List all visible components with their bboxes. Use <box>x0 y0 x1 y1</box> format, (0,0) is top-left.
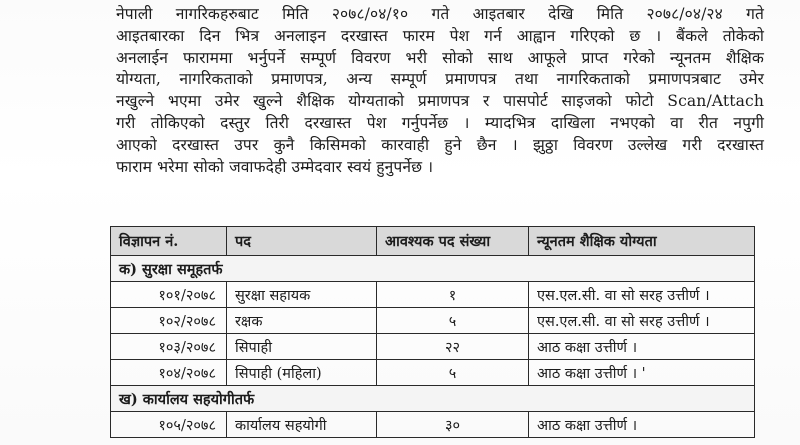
group-row <box>111 256 755 282</box>
cell-qualification: आठ कक्षा उत्तीर्ण । <box>529 412 755 438</box>
notice-paragraph <box>116 4 764 178</box>
cell-count: ५ <box>377 360 529 386</box>
header-ad-no: विज्ञापन नं. <box>111 227 227 256</box>
cell-ad-no: १०३/२०७८ <box>111 334 227 360</box>
cell-count: ३० <box>377 412 529 438</box>
cell-post: कार्यालय सहयोगी <box>227 412 377 438</box>
cell-post: सिपाही <box>227 334 377 360</box>
cell-count: २२ <box>377 334 529 360</box>
cell-qualification: एस.एल.सी. वा सो सरह उत्तीर्ण । <box>529 282 755 308</box>
cell-ad-no: १०४/२०७८ <box>111 360 227 386</box>
header-min-qualification: न्यूनतम शैक्षिक योग्यता <box>529 227 755 256</box>
table-row <box>111 308 755 334</box>
cell-post: सुरक्षा सहायक <box>227 282 377 308</box>
cell-count: ५ <box>377 308 529 334</box>
paragraph-line: फाराम भरेमा सोको जवाफदेही उम्मेदवार स्वयं हुनुपर्नेछ । <box>116 157 434 176</box>
group-row <box>111 386 755 412</box>
paragraph-line: गरी तोकिएको दस्तुर तिरी दरखास्त पेश गर्नुपर्नेछ । म्यादभित्र दाखिला नभएको वा रीत नपुगी <box>116 113 764 132</box>
cell-ad-no: १०१/२०७८ <box>111 282 227 308</box>
cell-qualification: आठ कक्षा उत्तीर्ण । <box>529 334 755 360</box>
paragraph-line: आइतबारका दिन भित्र अनलाइन दरखास्त फारम पेश गर्न आह्वान गरिएको छ । बैंकले तोकेको <box>116 26 764 45</box>
cell-qualification: एस.एल.सी. वा सो सरह उत्तीर्ण । <box>529 308 755 334</box>
vacancy-table <box>110 226 755 438</box>
cell-ad-no: १०२/२०७८ <box>111 308 227 334</box>
header-required-count: आवश्यक पद संख्या <box>377 227 529 256</box>
cell-ad-no: १०५/२०७८ <box>111 412 227 438</box>
header-post: पद <box>227 227 377 256</box>
cell-post: सिपाही (महिला) <box>227 360 377 386</box>
paragraph-line: नेपाली नागरिकहरुबाट मिति २०७८/०४/१० गते आइतबार देखि मिति २०७८/०४/२४ गते <box>116 5 764 23</box>
table-row <box>111 360 755 386</box>
cell-count: १ <box>377 282 529 308</box>
paragraph-line: आएको दरखास्त उपर कुनै किसिमको कारवाही हुने छैन । झुठ्ठा विवरण उल्लेख गरी दरखास्त <box>116 135 764 154</box>
table-row <box>111 334 755 360</box>
table-row <box>111 282 755 308</box>
cell-qualification: आठ कक्षा उत्तीर्ण । ' <box>529 360 755 386</box>
paragraph-line: अनलाईन फाराममा भर्नुपर्ने सम्पूर्ण विवरण भरी सोको साथ आफूले प्राप्त गरेको न्यूनतम शैक्षिक <box>116 48 764 67</box>
paragraph-line: नखुल्ने भएमा उमेर खुल्ने शैक्षिक योग्यताको प्रमाणपत्र र पासपोर्ट साइजको फोटो Scan/Attach <box>116 92 764 111</box>
paragraph-line: योग्यता, नागरिकताको प्रमाणपत्र, अन्य सम्पूर्ण प्रमाणपत्र तथा नागरिकताको प्रमाणपत्रबाट उमेर <box>116 70 764 89</box>
table-header-row <box>111 227 755 256</box>
table-row <box>111 412 755 438</box>
group-title: क) सुरक्षा समूहतर्फ <box>111 256 755 282</box>
cell-post: रक्षक <box>227 308 377 334</box>
group-title: ख) कार्यालय सहयोगीतर्फ <box>111 386 755 412</box>
